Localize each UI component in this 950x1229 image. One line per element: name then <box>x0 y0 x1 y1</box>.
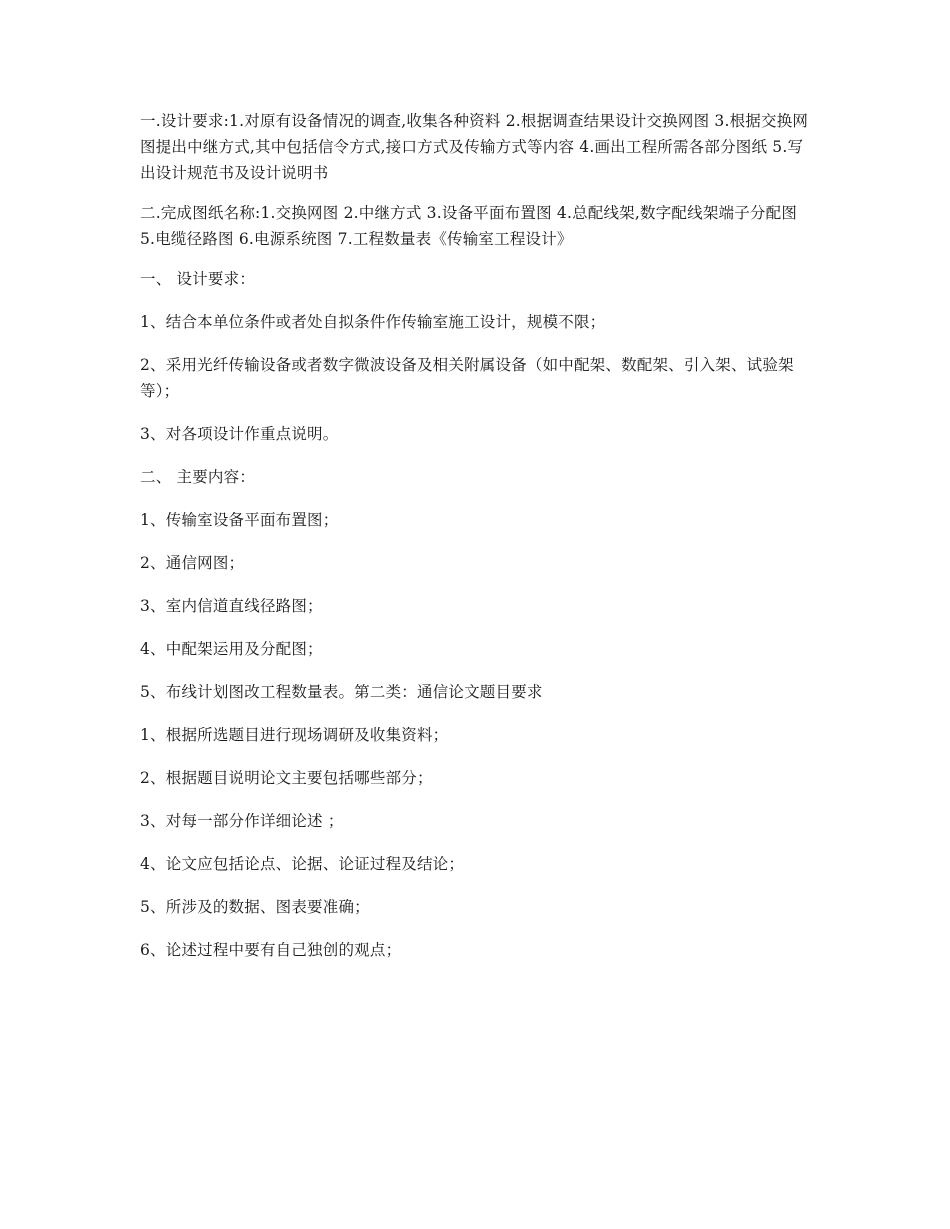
thesis-item-1: 1、根据所选题目进行现场调研及收集资料； <box>140 726 449 744</box>
content-item-4: 4、中配架运用及分配图； <box>140 640 323 658</box>
drawings-list-paragraph: 二.完成图纸名称:1.交换网图 2.中继方式 3.设备平面布置图 4.总配线架,数字配线架端子分配图 5.电缆径路图 6.电源系统图 7.工程数量表《传输室工程设计》 <box>140 204 798 248</box>
thesis-item-6: 6、论述过程中要有自己独创的观点； <box>140 941 402 959</box>
requirement-item-1: 1、结合本单位条件或者处自拟条件作传输室施工设计，规模不限； <box>140 313 606 331</box>
section-heading-design-requirements: 一、 设计要求： <box>140 270 256 288</box>
document-page <box>140 108 812 980</box>
thesis-item-5: 5、所涉及的数据、图表要准确； <box>140 898 370 916</box>
content-item-5: 5、布线计划图改工程数量表。第二类：通信论文题目要求 <box>140 683 543 701</box>
thesis-item-4: 4、论文应包括论点、论据、论证过程及结论； <box>140 855 465 873</box>
design-requirements-paragraph: 一.设计要求:1.对原有设备情况的调查,收集各种资料 2.根据调查结果设计交换网图 3.根据交换网图提出中继方式,其中包括信令方式,接口方式及传输方式等内容 4.画出工程所需各部分图纸 5.写出设计规范书及设计说明书 <box>140 112 809 182</box>
requirement-item-3: 3、对各项设计作重点说明。 <box>140 425 339 443</box>
content-item-1: 1、传输室设备平面布置图； <box>140 511 339 529</box>
thesis-item-3: 3、对每一部分作详细论述 ； <box>140 812 344 830</box>
content-item-3: 3、室内信道直线径路图； <box>140 597 323 615</box>
thesis-item-2: 2、根据题目说明论文主要包括哪些部分； <box>140 769 433 787</box>
section-heading-main-content: 二、 主要内容： <box>140 468 256 486</box>
requirement-item-2: 2、采用光纤传输设备或者数字微波设备及相关附属设备（如中配架、数配架、引入架、试验架等）； <box>140 356 794 400</box>
content-item-2: 2、通信网图； <box>140 554 245 572</box>
